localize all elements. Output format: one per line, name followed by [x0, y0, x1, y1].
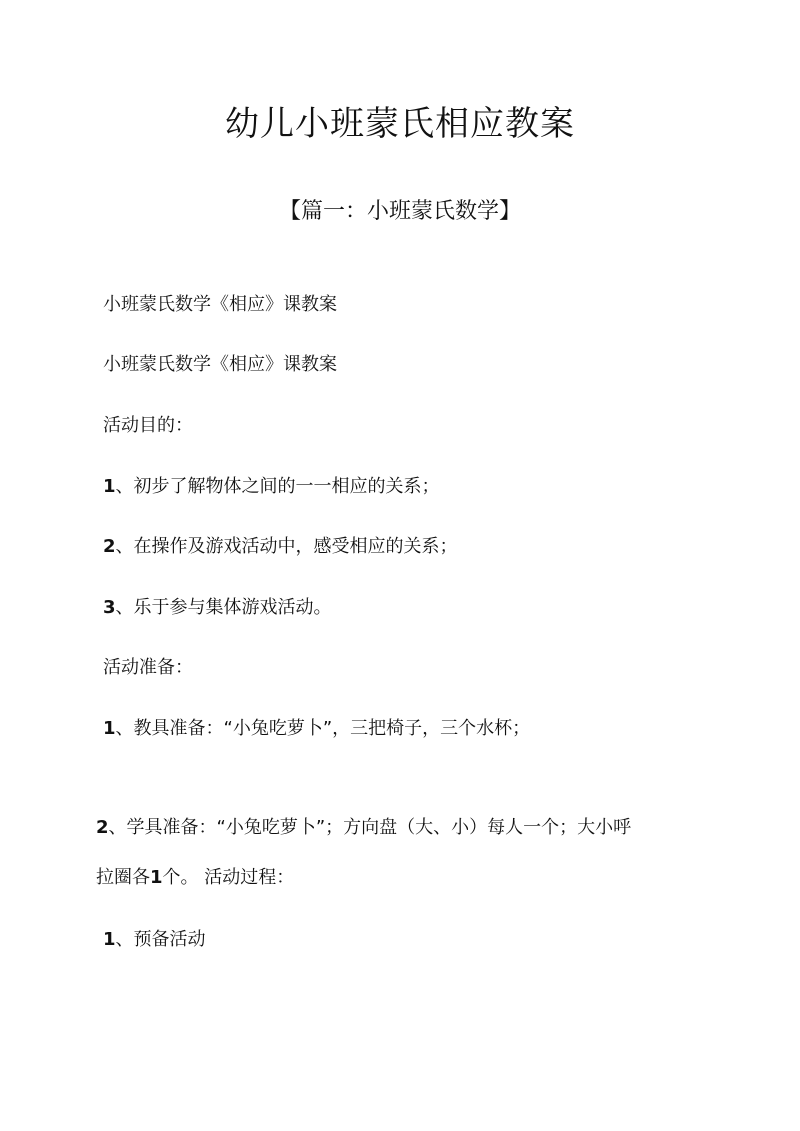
item-number: 1	[103, 476, 116, 497]
list-item	[96, 816, 631, 840]
line-text: 、预备活动	[115, 929, 206, 950]
item-number: 2	[96, 817, 109, 838]
line-text: 小班蒙氏数学《相应》课教案	[103, 354, 337, 375]
paragraph-line	[103, 293, 337, 317]
line-text: 、初步了解物体之间的一一相应的关系；	[115, 476, 440, 497]
list-item	[103, 928, 206, 952]
line-text: 、学具准备：“小兔吃萝卜”；方向盘（大、小）每人一个；大小呼	[108, 817, 632, 838]
list-item	[103, 596, 332, 620]
paragraph-line	[103, 353, 337, 377]
paragraph-line	[96, 866, 294, 890]
item-number: 2	[103, 536, 116, 557]
paragraph-line	[103, 414, 193, 438]
line-text: 、教具准备：“小兔吃萝卜”，三把椅子，三个水杯；	[115, 718, 531, 739]
section-heading: 【篇一：小班蒙氏数学】	[278, 199, 521, 224]
line-text: 活动准备：	[103, 657, 193, 678]
item-number: 3	[103, 597, 116, 618]
list-item	[103, 475, 440, 499]
line-text: 小班蒙氏数学《相应》课教案	[103, 294, 337, 315]
list-item	[103, 535, 458, 559]
item-number: 1	[103, 718, 116, 739]
line-text: 、在操作及游戏活动中，感受相应的关系；	[115, 536, 458, 557]
item-number: 1	[150, 867, 163, 888]
line-text: 、乐于参与集体游戏活动。	[115, 597, 332, 618]
item-number: 1	[103, 929, 116, 950]
line-text: 活动目的：	[103, 415, 193, 436]
paragraph-line	[103, 656, 193, 680]
document-title: 幼儿小班蒙氏相应教案	[225, 104, 575, 144]
line-text: 拉圈各	[96, 867, 150, 888]
line-text: 个。 活动过程：	[162, 867, 295, 888]
list-item	[103, 717, 530, 741]
